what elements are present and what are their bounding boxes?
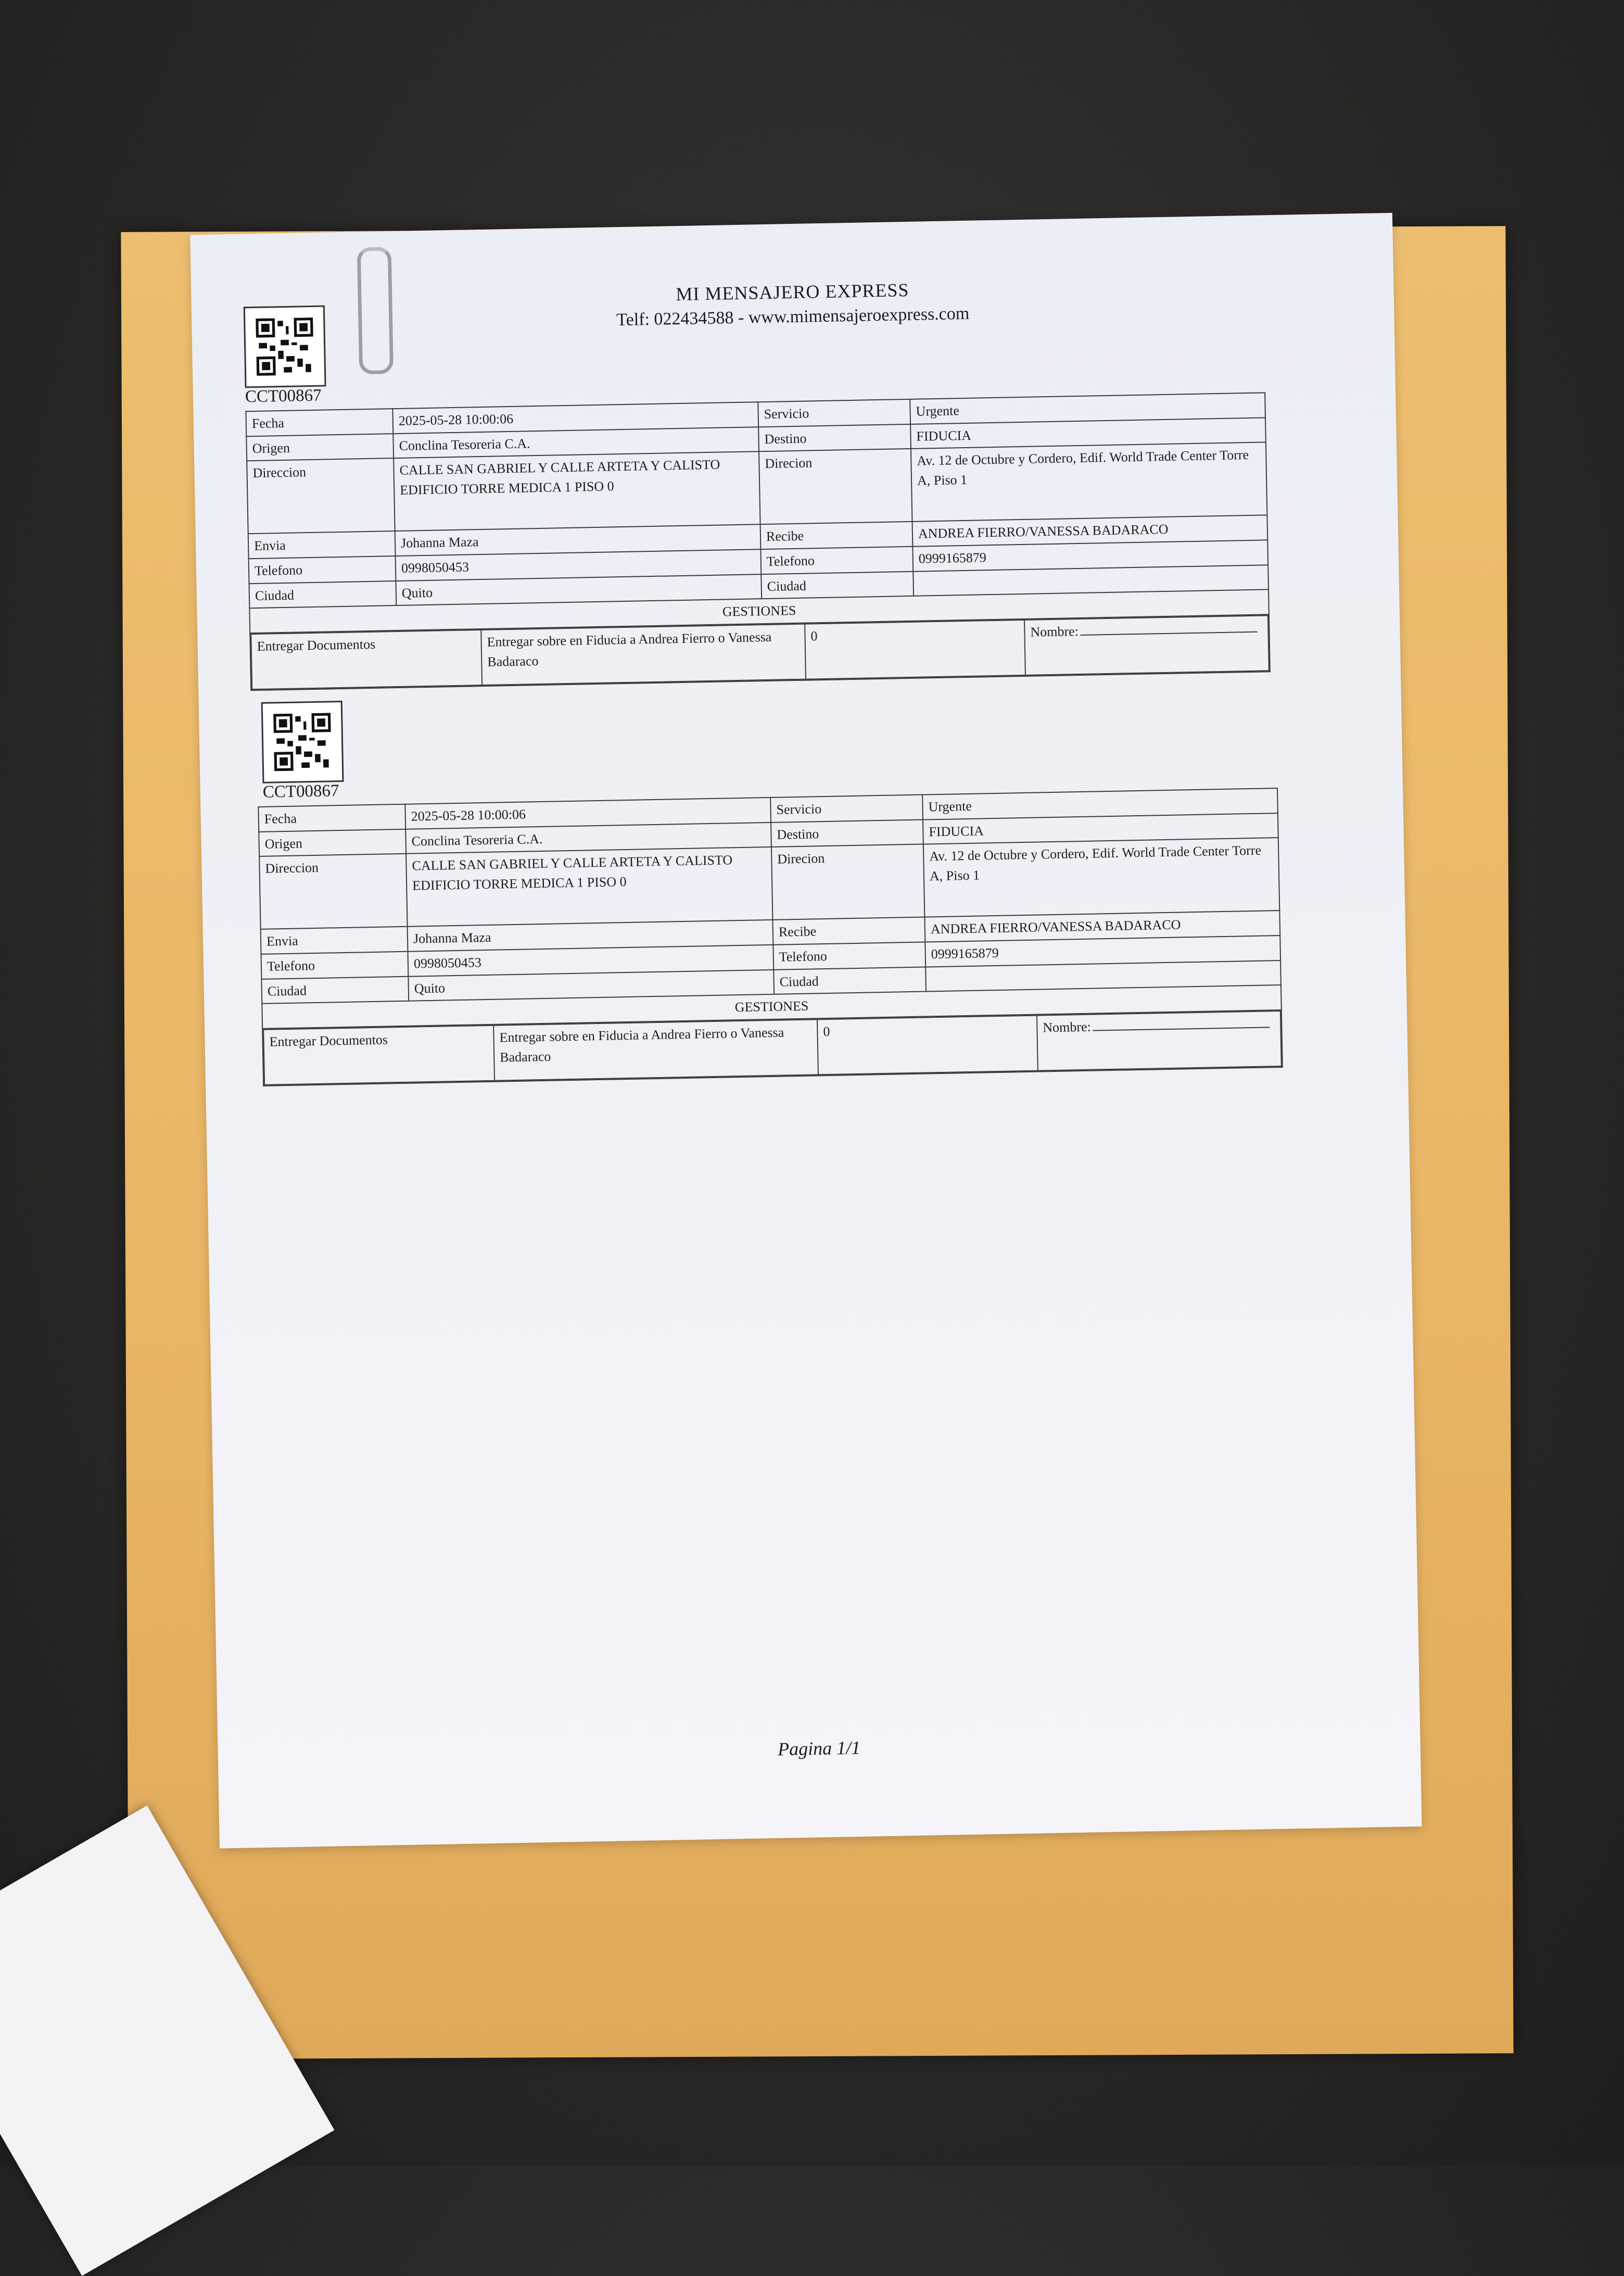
origen-value: Conclina Tesoreria C.A. bbox=[405, 823, 771, 854]
ciudad-dest-label: Ciudad bbox=[761, 572, 914, 599]
recibe-label: Recibe bbox=[772, 917, 925, 945]
destino-label: Destino bbox=[771, 819, 923, 847]
envia-label: Envia bbox=[248, 531, 396, 559]
servicio-label: Servicio bbox=[758, 399, 910, 427]
origen-value: Conclina Tesoreria C.A. bbox=[393, 427, 759, 459]
gestion-tipo: Entregar Documentos bbox=[251, 630, 482, 689]
ciudad-value: Quito bbox=[408, 970, 774, 1002]
nombre-label: Nombre: bbox=[1043, 1019, 1092, 1035]
direccion-value: CALLE SAN GABRIEL Y CALLE ARTETA Y CALISTO EDIFICIO TORRE MEDICA 1 PISO 0 bbox=[406, 847, 772, 927]
gestiones-header: GESTIONES bbox=[249, 590, 1269, 634]
envia-value: Johanna Maza bbox=[395, 525, 761, 557]
gestion-cantidad: 0 bbox=[817, 1016, 1038, 1075]
signature-line bbox=[1093, 1027, 1270, 1031]
ciudad-label: Ciudad bbox=[249, 581, 396, 609]
gestiones-header: GESTIONES bbox=[262, 985, 1282, 1029]
destino-value: FIDUCIA bbox=[923, 813, 1278, 844]
telefono-value: 0998050453 bbox=[396, 549, 762, 581]
direcion-value: Av. 12 de Octubre y Cordero, Edif. World Trade Center Torre A, Piso 1 bbox=[923, 838, 1279, 917]
direccion-value: CALLE SAN GABRIEL Y CALLE ARTETA Y CALISTO EDIFICIO TORRE MEDICA 1 PISO 0 bbox=[394, 452, 760, 532]
tracking-code: CCT00867 bbox=[245, 386, 322, 407]
qr-code-icon bbox=[244, 305, 326, 388]
origen-label: Origen bbox=[259, 829, 406, 856]
recibe-value: ANDREA FIERRO/VANESSA BADARACO bbox=[924, 911, 1280, 942]
direccion-label: Direccion bbox=[247, 458, 395, 534]
telefono-label: Telefono bbox=[249, 556, 396, 584]
gestion-descripcion: Entregar sobre en Fiducia a Andrea Fierro o Vanessa Badaraco bbox=[481, 624, 806, 685]
page-number: Pagina 1/1 bbox=[777, 1737, 861, 1760]
shipment-details-table bbox=[245, 392, 1271, 691]
telefono-value: 0998050453 bbox=[408, 945, 773, 977]
servicio-value: Urgente bbox=[922, 788, 1278, 819]
telefono-label: Telefono bbox=[261, 952, 409, 979]
signature-line bbox=[1081, 631, 1258, 636]
envia-label: Envia bbox=[261, 927, 408, 954]
nombre-signature bbox=[1037, 1011, 1282, 1071]
destino-value: FIDUCIA bbox=[910, 418, 1266, 449]
telefono-dest-value: 0999165879 bbox=[912, 540, 1268, 571]
envia-value: Johanna Maza bbox=[408, 920, 773, 952]
shipping-label-2 bbox=[251, 683, 1310, 1108]
shipping-sheet bbox=[190, 213, 1422, 1849]
direcion-label: Direcion bbox=[771, 844, 925, 920]
ciudad-dest-label: Ciudad bbox=[773, 967, 926, 994]
fecha-value: 2025-05-28 10:00:06 bbox=[405, 798, 771, 829]
telefono-dest-value: 0999165879 bbox=[925, 935, 1280, 967]
recibe-value: ANDREA FIERRO/VANESSA BADARACO bbox=[912, 515, 1268, 547]
shipping-label-1 bbox=[244, 287, 1302, 713]
origen-label: Origen bbox=[246, 434, 394, 461]
nombre-label: Nombre: bbox=[1030, 624, 1079, 640]
gestion-descripcion: Entregar sobre en Fiducia a Andrea Fierro o Vanessa Badaraco bbox=[493, 1019, 818, 1080]
nombre-signature bbox=[1024, 615, 1269, 675]
recibe-label: Recibe bbox=[760, 522, 913, 549]
fecha-label: Fecha bbox=[246, 409, 393, 436]
direcion-value: Av. 12 de Octubre y Cordero, Edif. World Trade Center Torre A, Piso 1 bbox=[911, 442, 1267, 522]
ciudad-value: Quito bbox=[396, 574, 762, 606]
qr-code-icon bbox=[261, 701, 344, 783]
servicio-value: Urgente bbox=[910, 393, 1265, 424]
telefono-dest-label: Telefono bbox=[773, 942, 925, 970]
direcion-label: Direcion bbox=[759, 449, 912, 524]
fecha-label: Fecha bbox=[258, 804, 405, 832]
ciudad-label: Ciudad bbox=[261, 976, 409, 1004]
gestion-cantidad: 0 bbox=[805, 620, 1025, 679]
telefono-dest-label: Telefono bbox=[760, 547, 913, 574]
servicio-label: Servicio bbox=[770, 795, 923, 823]
shipment-details-table bbox=[258, 788, 1283, 1086]
company-contact: Telf: 022434588 - www.mimensajeroexpress.com bbox=[616, 304, 970, 330]
fecha-value: 2025-05-28 10:00:06 bbox=[392, 402, 758, 434]
gestion-tipo: Entregar Documentos bbox=[263, 1026, 494, 1085]
direccion-label: Direccion bbox=[259, 854, 408, 929]
company-name: MI MENSAJERO EXPRESS bbox=[676, 279, 909, 305]
tracking-code: CCT00867 bbox=[262, 781, 339, 802]
destino-label: Destino bbox=[758, 424, 911, 452]
